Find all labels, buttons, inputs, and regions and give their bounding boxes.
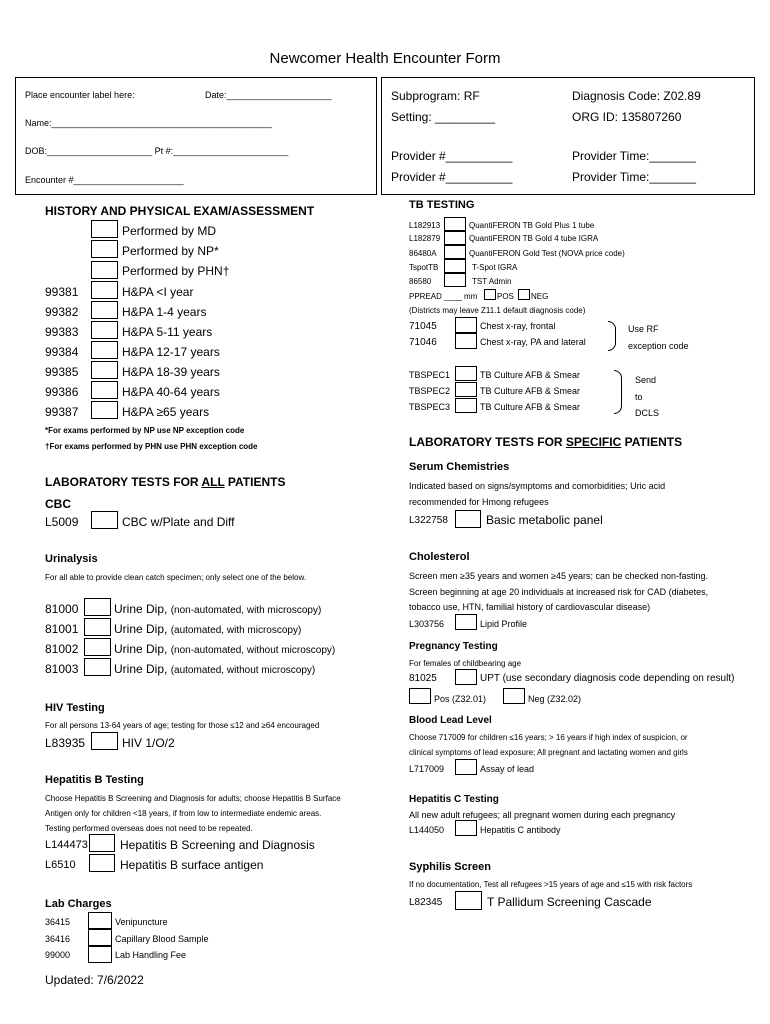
spec-note-send: Send xyxy=(635,375,657,385)
hepb-code: L144473 xyxy=(45,839,88,851)
xray-code: 71045 xyxy=(409,321,437,332)
spec-code: TBSPEC1 xyxy=(409,370,451,380)
spec-checkbox[interactable] xyxy=(455,366,477,381)
urine-label: Urine Dip, (non-automated, with microscopy) xyxy=(114,602,322,616)
urine-label: Urine Dip, (automated, with microscopy) xyxy=(114,622,302,636)
provider-time-field-2[interactable]: Provider Time:_______ xyxy=(572,170,697,184)
hiv-code: L83935 xyxy=(45,736,86,750)
ppread-mm-field[interactable]: ____ mm xyxy=(444,292,478,301)
hpa-checkbox[interactable] xyxy=(91,401,118,419)
urine-checkbox[interactable] xyxy=(84,658,111,676)
performed-np-checkbox[interactable] xyxy=(91,240,118,258)
urine-label: Urine Dip, (automated, without microscopy) xyxy=(114,662,316,676)
cholesterol-label: Lipid Profile xyxy=(480,619,528,629)
hpa-label: H&PA 40-64 years xyxy=(122,385,220,399)
hepb-code: L6510 xyxy=(45,859,76,871)
charge-checkbox[interactable] xyxy=(88,912,112,929)
tb-label: QuantiFERON Gold Test (NOVA price code) xyxy=(469,249,625,258)
tb-checkbox[interactable] xyxy=(444,231,466,245)
urine-label: Urine Dip, (non-automated, without microscopy) xyxy=(114,642,336,656)
cbc-heading: CBC xyxy=(45,497,71,511)
tb-checkbox[interactable] xyxy=(444,259,466,273)
syphilis-checkbox[interactable] xyxy=(455,891,482,910)
spec-note-to: to xyxy=(635,392,643,402)
provider-field-1[interactable]: Provider #__________ xyxy=(391,149,513,163)
charge-code: 36415 xyxy=(45,917,71,927)
lead-code: L717009 xyxy=(409,764,445,774)
phn-note: †For exams performed by PHN use PHN exception code xyxy=(45,442,258,451)
encounter-label-prompt: Place encounter label here: xyxy=(25,90,135,100)
hepb-note-1: Choose Hepatitis B Screening and Diagnosis for adults; choose Hepatitis B Surface xyxy=(45,794,341,803)
dob-field[interactable]: DOB:_____________________ Pt #:_______________________ xyxy=(25,146,289,156)
spec-checkbox[interactable] xyxy=(455,382,477,397)
pos-checkbox[interactable] xyxy=(484,289,496,300)
hpa-code: 99383 xyxy=(45,325,79,339)
xray-code: 71046 xyxy=(409,337,437,348)
neg-label: NEG xyxy=(531,292,549,301)
spec-label: TB Culture AFB & Smear xyxy=(480,386,581,396)
syphilis-heading: Syphilis Screen xyxy=(409,861,491,873)
hepb-heading: Hepatitis B Testing xyxy=(45,774,144,786)
urine-checkbox[interactable] xyxy=(84,598,111,616)
tb-code: 86480A xyxy=(409,249,437,258)
hiv-label: HIV 1/O/2 xyxy=(122,736,175,750)
org-id-text: ORG ID: 135807260 xyxy=(572,110,682,124)
cbc-code: L5009 xyxy=(45,515,79,529)
tb-checkbox[interactable] xyxy=(444,217,466,231)
hpa-code: 99384 xyxy=(45,345,79,359)
lead-note-1: Choose 717009 for children ≤16 years; > 16 years if high index of suspicion, or xyxy=(409,733,688,742)
np-note: *For exams performed by NP use NP exception code xyxy=(45,426,245,435)
charge-code: 99000 xyxy=(45,950,71,960)
charge-checkbox[interactable] xyxy=(88,929,112,946)
tb-label: QuantiFERON TB Gold Plus 1 tube xyxy=(469,221,595,230)
hepb-note-2: Antigen only for children <18 years, if from low to intermediate endemic areas. xyxy=(45,809,322,818)
provider-time-field-1[interactable]: Provider Time:_______ xyxy=(572,149,697,163)
hepb-checkbox[interactable] xyxy=(89,854,115,872)
charge-checkbox[interactable] xyxy=(88,946,112,963)
districts-note: (Districts may leave Z11.1 default diagnosis code) xyxy=(409,306,586,315)
hpa-label: H&PA 12-17 years xyxy=(122,345,220,359)
tb-heading: TB TESTING xyxy=(409,199,475,211)
name-field[interactable]: Name:____________________________________________ xyxy=(25,118,272,128)
spec-note-dcls: DCLS xyxy=(635,408,660,418)
pregnancy-note: For females of childbearing age xyxy=(409,659,522,668)
hpa-code: 99385 xyxy=(45,365,79,379)
cholesterol-note-3: tobacco use, HTN, familial history of cardiovascular disease) xyxy=(409,602,651,612)
hepb-label: Hepatitis B surface antigen xyxy=(120,858,264,872)
lead-label: Assay of lead xyxy=(480,764,535,774)
performed-md-checkbox[interactable] xyxy=(91,220,118,238)
setting-field[interactable]: Setting: _________ xyxy=(391,110,496,124)
tb-code: L182879 xyxy=(409,234,441,243)
tb-code: TspotTB xyxy=(409,263,439,272)
lab-specific-heading: LABORATORY TESTS FOR SPECIFIC PATIENTS xyxy=(409,435,683,449)
hpa-checkbox[interactable] xyxy=(91,321,118,339)
hpa-label: H&PA 1-4 years xyxy=(122,305,207,319)
xray-note-1: Use RF xyxy=(628,324,659,334)
hpa-checkbox[interactable] xyxy=(91,341,118,359)
spec-code: TBSPEC2 xyxy=(409,386,451,396)
hepc-code: L144050 xyxy=(409,825,445,835)
hpa-checkbox[interactable] xyxy=(91,361,118,379)
hepb-label: Hepatitis B Screening and Diagnosis xyxy=(120,838,315,852)
pos-label: POS xyxy=(497,292,514,301)
urine-code: 81001 xyxy=(45,622,79,636)
serum-label: Basic metabolic panel xyxy=(486,513,603,527)
spec-label: TB Culture AFB & Smear xyxy=(480,370,581,380)
xray-label: Chest x-ray, frontal xyxy=(480,321,556,331)
performed-phn-checkbox[interactable] xyxy=(91,261,118,279)
xray-label: Chest x-ray, PA and lateral xyxy=(480,337,586,347)
charge-label: Lab Handling Fee xyxy=(115,950,187,960)
pregnancy-checkbox[interactable] xyxy=(455,669,477,685)
spec-checkbox[interactable] xyxy=(455,398,477,413)
tb-code: L182913 xyxy=(409,221,441,230)
urinalysis-note: For all able to provide clean catch specimen; only select one of the below. xyxy=(45,573,307,582)
performed-np-label: Performed by NP* xyxy=(122,244,219,258)
serum-code: L322758 xyxy=(409,515,448,526)
urinalysis-heading: Urinalysis xyxy=(45,553,98,565)
spec-code: TBSPEC3 xyxy=(409,402,451,412)
hiv-heading: HIV Testing xyxy=(45,702,105,714)
lead-heading: Blood Lead Level xyxy=(409,715,492,726)
syphilis-code: L82345 xyxy=(409,897,443,908)
tb-checkbox[interactable] xyxy=(444,273,466,287)
pregnancy-label: UPT (use secondary diagnosis code depending on result) xyxy=(480,673,735,684)
hpa-checkbox[interactable] xyxy=(91,381,118,399)
urine-checkbox[interactable] xyxy=(84,618,111,636)
cbc-label: CBC w/Plate and Diff xyxy=(122,515,235,529)
hiv-note: For all persons 13-64 years of age; testing for those ≤12 and ≥64 encouraged xyxy=(45,721,320,730)
tb-code: 86580 xyxy=(409,277,432,286)
performed-md-label: Performed by MD xyxy=(122,224,217,238)
neg-checkbox[interactable] xyxy=(518,289,530,300)
pregnancy-code: 81025 xyxy=(409,673,437,684)
hpa-checkbox[interactable] xyxy=(91,281,118,299)
performed-phn-label: Performed by PHN† xyxy=(122,264,230,278)
tb-checkbox[interactable] xyxy=(444,245,466,259)
xray-brace xyxy=(608,321,616,351)
lab-all-heading: LABORATORY TESTS FOR ALL PATIENTS xyxy=(45,475,286,489)
provider-field-2[interactable]: Provider #__________ xyxy=(391,170,513,184)
pregnancy-neg-checkbox[interactable] xyxy=(503,688,525,704)
pregnancy-pos-label: Pos (Z32.01) xyxy=(434,694,487,704)
hepb-checkbox[interactable] xyxy=(89,834,115,852)
subprogram-text: Subprogram: RF xyxy=(391,89,480,103)
ppread-code: PPREAD xyxy=(409,292,442,301)
hiv-checkbox[interactable] xyxy=(91,732,118,750)
hpa-label: H&PA 5-11 years xyxy=(122,325,213,339)
encounter-number-field[interactable]: Encounter #______________________ xyxy=(25,175,184,185)
hpa-label: H&PA 18-39 years xyxy=(122,365,220,379)
updated-date: Updated: 7/6/2022 xyxy=(45,973,144,987)
syphilis-note: If no documentation, Test all refugees >15 years of age and ≤15 with risk factors xyxy=(409,880,693,889)
cbc-checkbox[interactable] xyxy=(91,511,118,529)
charge-label: Capillary Blood Sample xyxy=(115,934,209,944)
urine-checkbox[interactable] xyxy=(84,638,111,656)
hpa-code: 99381 xyxy=(45,285,79,299)
xray-note-2: exception code xyxy=(628,341,689,351)
lab-charges-heading: Lab Charges xyxy=(45,898,112,910)
xray-checkbox[interactable] xyxy=(455,317,477,333)
urine-code: 81002 xyxy=(45,642,79,656)
cholesterol-checkbox[interactable] xyxy=(455,614,477,630)
hepc-note: All new adult refugees; all pregnant women during each pregnancy xyxy=(409,810,676,820)
cholesterol-code: L303756 xyxy=(409,619,445,629)
spec-label: TB Culture AFB & Smear xyxy=(480,402,581,412)
tb-label: TST Admin xyxy=(472,277,512,286)
diagnosis-code-text: Diagnosis Code: Z02.89 xyxy=(572,89,701,103)
lead-checkbox[interactable] xyxy=(455,759,477,775)
spec-brace xyxy=(614,370,622,414)
pregnancy-pos-checkbox[interactable] xyxy=(409,688,431,704)
pregnancy-heading: Pregnancy Testing xyxy=(409,641,498,652)
serum-checkbox[interactable] xyxy=(455,510,481,528)
tb-label: T-Spot IGRA xyxy=(472,263,518,272)
hpa-label: H&PA <I year xyxy=(122,285,194,299)
urine-code: 81003 xyxy=(45,662,79,676)
hepc-label: Hepatitis C antibody xyxy=(480,825,561,835)
charge-code: 36416 xyxy=(45,934,71,944)
serum-note-1: Indicated based on signs/symptoms and comorbidities; Uric acid xyxy=(409,481,666,491)
hpa-checkbox[interactable] xyxy=(91,301,118,319)
form-title: Newcomer Health Encounter Form xyxy=(269,50,501,67)
cholesterol-note-1: Screen men ≥35 years and women ≥45 years; can be checked non-fasting. xyxy=(409,571,709,581)
xray-checkbox[interactable] xyxy=(455,333,477,349)
tb-label: QuantiFERON TB Gold 4 tube IGRA xyxy=(469,234,599,243)
lead-note-2: clinical symptoms of lead exposure; All pregnant and lactating women and girls xyxy=(409,748,688,757)
hpa-code: 99387 xyxy=(45,405,79,419)
cholesterol-note-2: Screen beginning at age 20 individuals at increased risk for CAD (diabetes, xyxy=(409,587,709,597)
hpa-label: H&PA ≥65 years xyxy=(122,405,210,419)
hpa-code: 99382 xyxy=(45,305,79,319)
date-field[interactable]: Date:_____________________ xyxy=(205,90,332,100)
serum-note-2: recommended for Hmong refugees xyxy=(409,497,549,507)
syphilis-label: T Pallidum Screening Cascade xyxy=(487,895,652,909)
hepb-note-3: Testing performed overseas does not need to be repeated. xyxy=(45,824,253,833)
hepc-heading: Hepatitis C Testing xyxy=(409,794,499,805)
cholesterol-heading: Cholesterol xyxy=(409,551,470,563)
charge-label: Venipuncture xyxy=(115,917,168,927)
hpa-code: 99386 xyxy=(45,385,79,399)
history-heading: HISTORY AND PHYSICAL EXAM/ASSESSMENT xyxy=(45,204,315,218)
urine-code: 81000 xyxy=(45,602,79,616)
pregnancy-neg-label: Neg (Z32.02) xyxy=(528,694,582,704)
serum-heading: Serum Chemistries xyxy=(409,461,510,473)
hepc-checkbox[interactable] xyxy=(455,820,477,836)
